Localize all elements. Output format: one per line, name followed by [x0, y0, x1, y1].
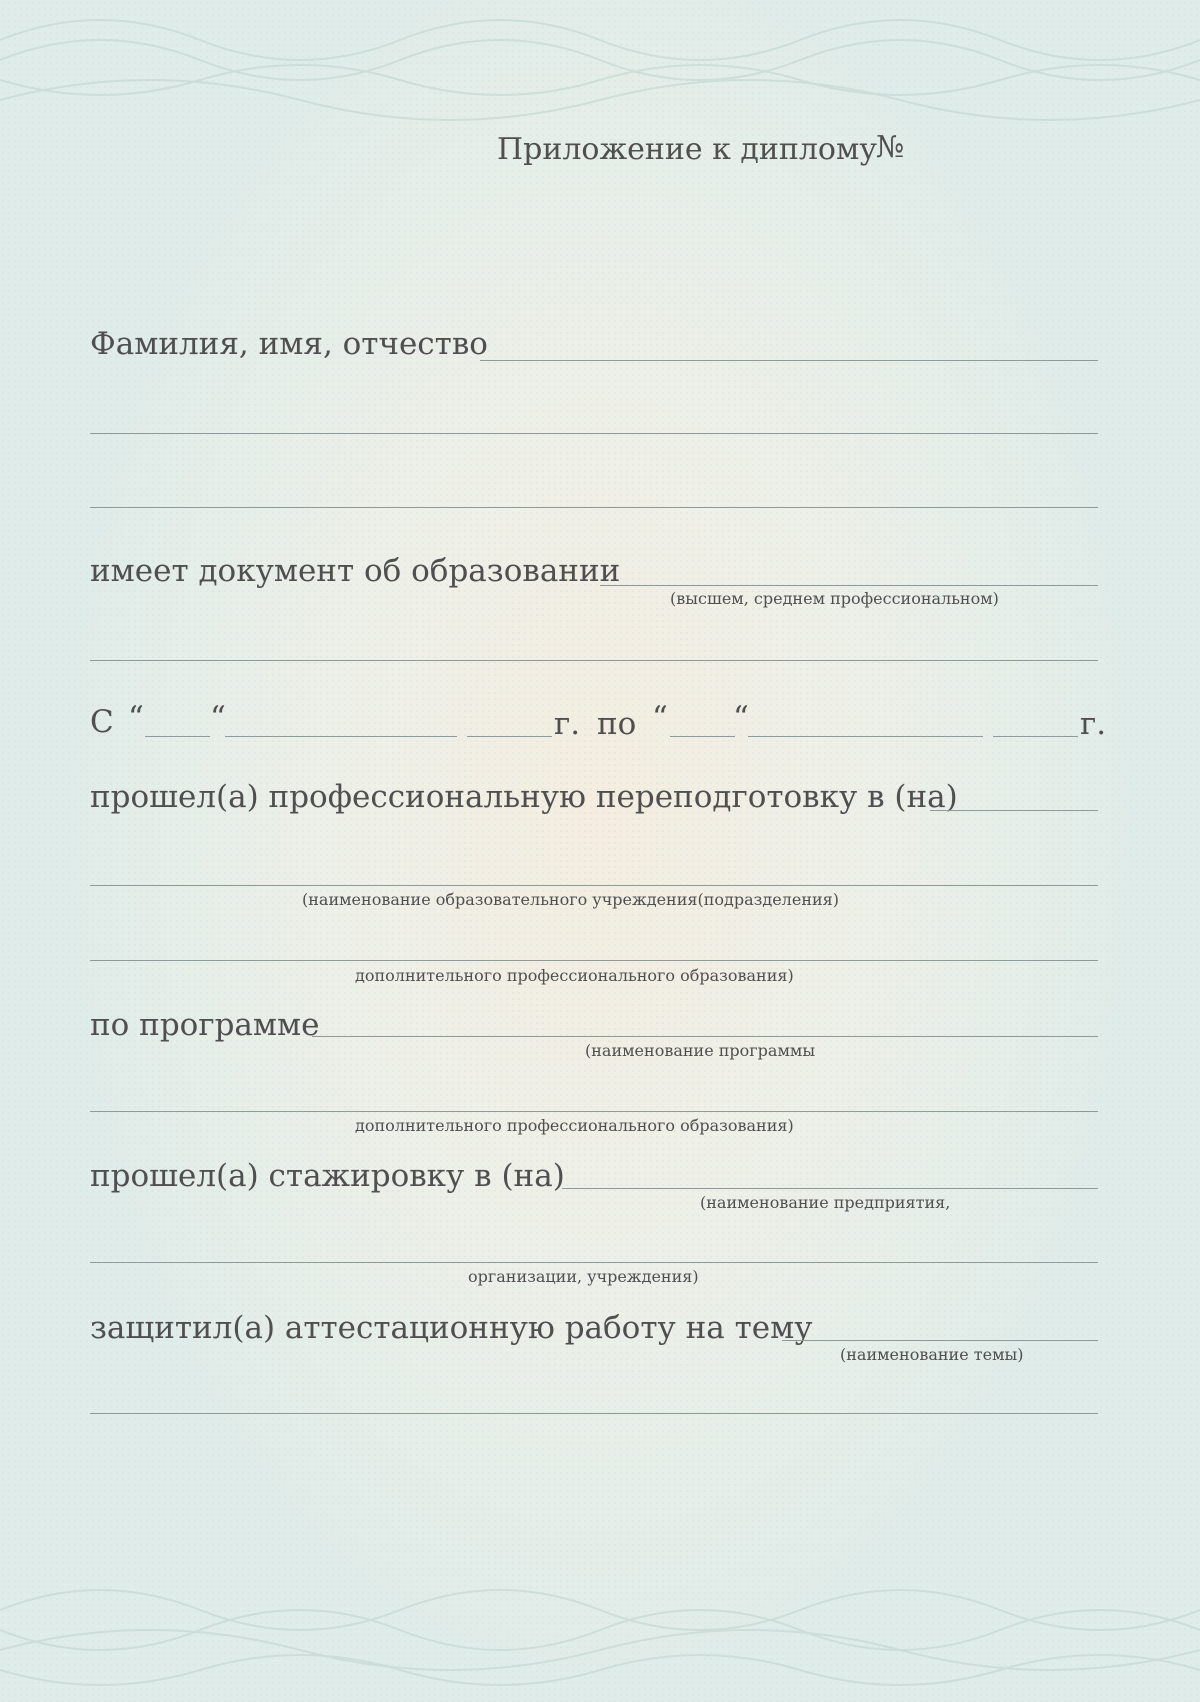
- program-hint-1: (наименование программы: [585, 1041, 816, 1060]
- retraining-hint-1: (наименование образовательного учреждения(подразделения): [302, 890, 839, 909]
- period-to-day-line[interactable]: [670, 736, 735, 737]
- internship-line-2[interactable]: [90, 1262, 1098, 1263]
- thesis-label: защитил(а) аттестационную работу на тему: [90, 1310, 813, 1346]
- internship-hint-2: организации, учреждения): [468, 1267, 699, 1286]
- period-to-year-line[interactable]: [993, 736, 1078, 737]
- period-from-close-quote: “: [210, 700, 226, 736]
- period-from-label: С: [90, 704, 114, 740]
- thesis-line-2[interactable]: [90, 1413, 1098, 1414]
- period-to-year-suffix: г.: [1080, 706, 1107, 742]
- education-label: имеет документ об образовании: [90, 553, 621, 589]
- period-from-year-suffix: г.: [554, 706, 581, 742]
- full-name-line-2[interactable]: [90, 433, 1098, 434]
- period-to-label: по: [597, 706, 637, 742]
- full-name-line-3[interactable]: [90, 507, 1098, 508]
- period-from-month-line[interactable]: [225, 736, 457, 737]
- program-hint-2: дополнительного профессионального образования): [355, 1116, 794, 1135]
- retraining-line-1[interactable]: [930, 810, 1098, 811]
- internship-hint-1: (наименование предприятия,: [700, 1193, 951, 1212]
- program-label: по программе: [90, 1007, 320, 1043]
- retraining-hint-2: дополнительного профессионального образования): [355, 966, 794, 985]
- period-from-year-line[interactable]: [467, 736, 552, 737]
- number-sign: №: [876, 130, 905, 165]
- thesis-hint: (наименование темы): [840, 1345, 1024, 1364]
- full-name-line-1[interactable]: [480, 360, 1098, 361]
- education-line-1[interactable]: [600, 585, 1098, 586]
- period-to-open-quote: “: [652, 700, 668, 736]
- education-line-2[interactable]: [90, 660, 1098, 661]
- internship-label: прошел(а) стажировку в (на): [90, 1158, 565, 1194]
- retraining-line-3[interactable]: [90, 960, 1098, 961]
- period-to-close-quote: “: [733, 700, 749, 736]
- document-title: Приложение к диплому: [497, 132, 877, 167]
- full-name-label: Фамилия, имя, отчество: [90, 326, 488, 362]
- period-from-day-line[interactable]: [145, 736, 210, 737]
- retraining-line-2[interactable]: [90, 885, 1098, 886]
- period-to-month-line[interactable]: [748, 736, 983, 737]
- thesis-line-1[interactable]: [782, 1340, 1098, 1341]
- program-line-2[interactable]: [90, 1111, 1098, 1112]
- internship-line-1[interactable]: [562, 1188, 1098, 1189]
- program-line-1[interactable]: [312, 1036, 1098, 1037]
- period-from-open-quote: “: [128, 700, 144, 736]
- education-hint: (высшем, среднем профессиональном): [670, 589, 999, 608]
- retraining-label: прошел(а) профессиональную переподготовку в (на): [90, 779, 958, 815]
